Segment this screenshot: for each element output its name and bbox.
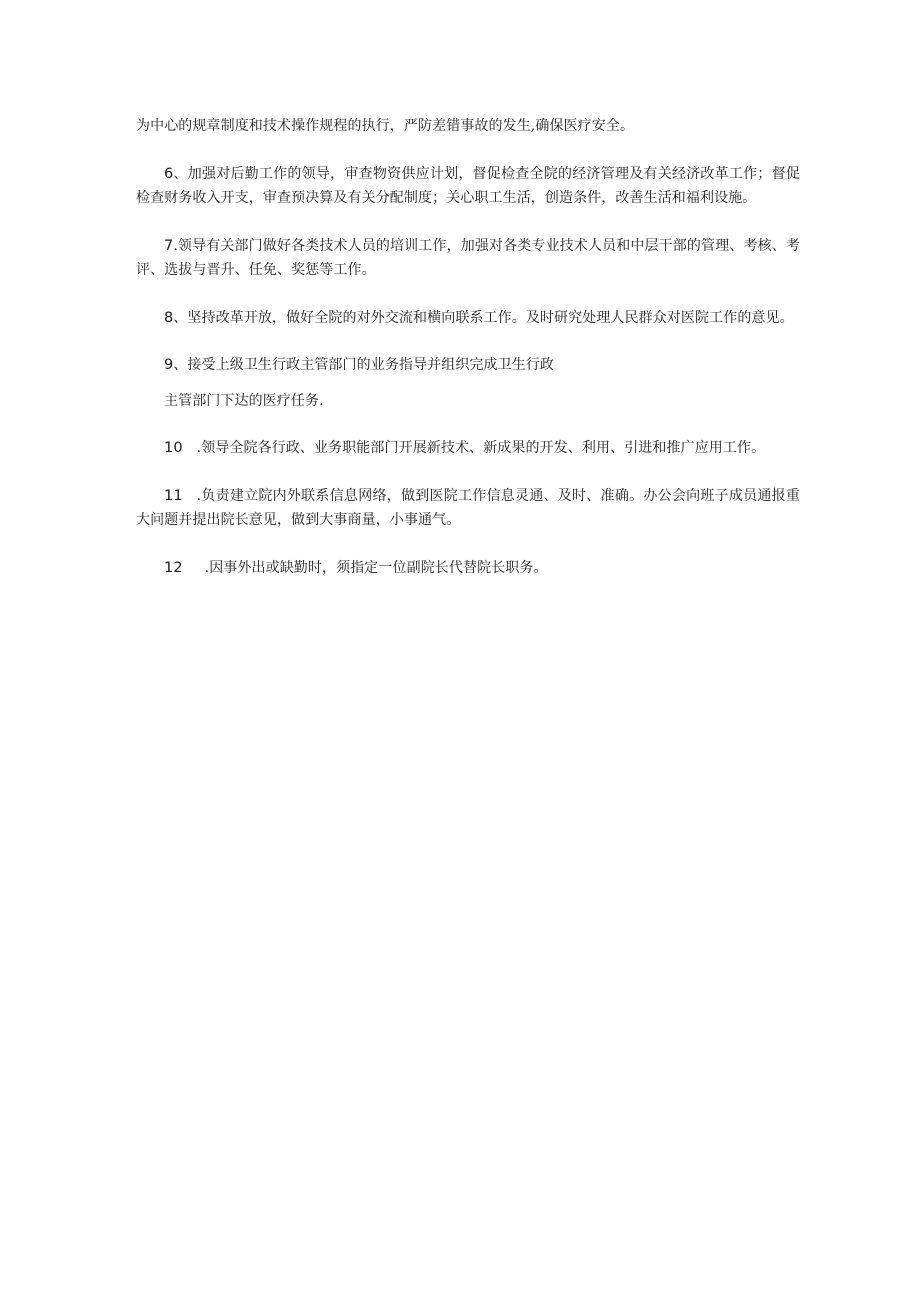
paragraph-text: 、坚持改革开放，做好全院的对外交流和横向联系工作。及时研究处理人民群众对医院工作的意见。 [173,309,794,326]
item-number: 9 [164,357,174,373]
paragraph-item-12 [136,556,800,581]
paragraph-item-11 [136,484,800,533]
paragraph-item-9-continuation [136,389,800,414]
paragraph-text: .领导有关部门做好各类技术人员的培训工作，加强对各类专业技术人员和中层干部的管理、考核、考评、选拔与晋升、任免、奖惩等工作。 [136,237,800,278]
item-number: 7 [164,237,174,254]
document-page [136,114,800,603]
paragraph-item-6 [136,162,800,211]
paragraph-item-9 [136,353,800,378]
item-number: 8 [164,309,174,326]
paragraph-text: 主管部门下达的医疗任务. [164,392,324,409]
paragraph-text: .因事外出或缺勤时，须指定一位副院长代替院长职务。 [204,559,548,576]
item-number: 12 [164,559,183,576]
item-number: 11 [164,487,183,504]
paragraph-text: 为中心的规章制度和技术操作规程的执行，严防差错事故的发生,确保医疗安全。 [136,118,635,134]
paragraph-text: 、接受上级卫生行政主管部门的业务指导并组织完成卫生行政 [173,357,555,373]
paragraph-item-8 [136,306,800,331]
paragraph-text: 、加强对后勤工作的领导，审查物资供应计划，督促检查全院的经济管理及有关经济改革工作；督促检查财务收入开支，审查预决算及有关分配制度；关心职工生活，创造条件，改善生活和福利设施。 [136,165,800,206]
paragraph-text: .负责建立院内外联系信息网络，做到医院工作信息灵通、及时、准确。办公会向班子成员通报重大问题并提出院长意见，做到大事商量，小事通气。 [136,487,800,528]
item-number: 10 [164,440,183,456]
paragraph-item-7 [136,234,800,283]
item-number: 6 [164,165,174,182]
paragraph-text: .领导全院各行政、业务职能部门开展新技术、新成果的开发、利用、引进和推广应用工作。 [196,440,766,456]
paragraph-continuation [136,114,800,139]
paragraph-item-10 [136,436,800,461]
